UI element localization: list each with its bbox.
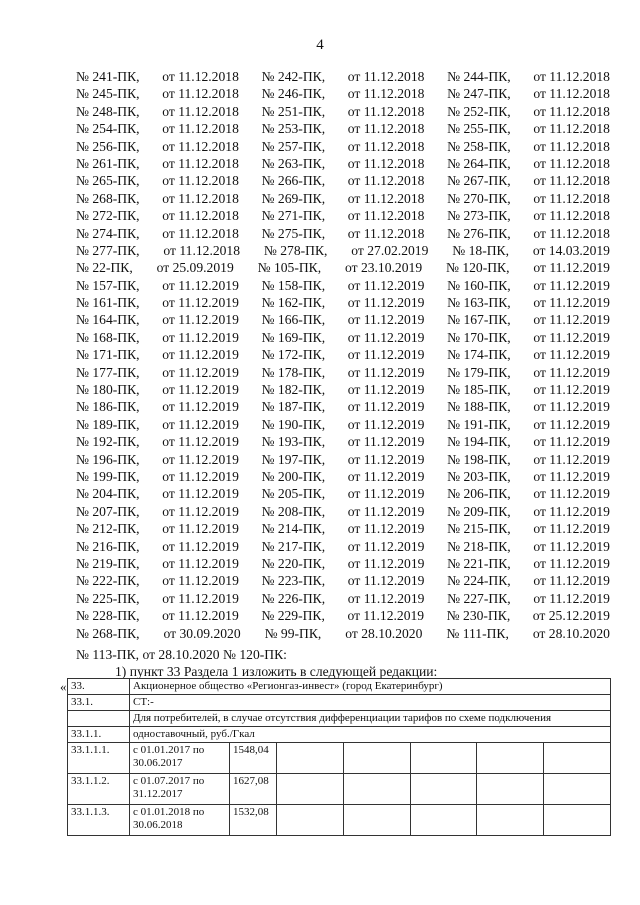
decree-number: № 220-ПК, (261, 555, 326, 571)
decree-number: № 264-ПК, (447, 155, 511, 171)
decree-number: № 277-ПК, (76, 242, 140, 258)
amendment-intro: 1) пункт 33 Раздела 1 изложить в следующей редакции: (115, 664, 438, 679)
decree-number: № 187-ПК, (261, 399, 326, 415)
decree-date: от 11.12.2018 (162, 121, 239, 137)
decree-number: № 199-ПК, (76, 468, 140, 484)
decree-row (76, 190, 610, 207)
decree-number: № 221-ПК, (447, 555, 511, 571)
table-row (68, 805, 611, 836)
decree-number: № 275-ПК, (261, 225, 326, 241)
decree-date: от 11.12.2019 (162, 555, 239, 571)
table-row (68, 695, 611, 711)
decree-date: от 11.12.2019 (162, 416, 239, 432)
decree-date: от 11.12.2019 (347, 295, 425, 311)
decree-date: от 11.12.2019 (162, 364, 239, 380)
decree-number: № 245-ПК, (76, 86, 140, 102)
decree-number: № 167-ПК, (447, 312, 511, 328)
decree-number: № 255-ПК, (447, 121, 511, 137)
tariff-rows (68, 743, 611, 836)
row-number: 33.1.1. (68, 727, 130, 743)
decree-row (76, 311, 610, 328)
decree-number: № 99-ПК, (264, 625, 322, 641)
empty-cell (343, 774, 410, 805)
decree-date: от 11.12.2018 (533, 103, 610, 119)
decree-date: от 28.10.2020 (532, 625, 610, 641)
decree-number: № 194-ПК, (447, 434, 511, 450)
decree-date: от 11.12.2018 (162, 190, 239, 206)
decree-row (76, 155, 610, 172)
decree-number: № 269-ПК, (261, 190, 326, 206)
decree-date: от 11.12.2019 (347, 312, 425, 328)
decree-date: от 11.12.2019 (162, 590, 239, 606)
decree-number: № 212-ПК, (76, 521, 140, 537)
decree-number: № 230-ПК, (446, 608, 511, 624)
decree-row (76, 277, 610, 294)
decree-date: от 11.12.2019 (347, 590, 425, 606)
decree-row (76, 398, 610, 415)
decree-date: от 11.12.2019 (162, 573, 239, 589)
empty-cell (343, 805, 410, 836)
decree-date: от 11.12.2018 (533, 208, 610, 224)
decree-number: № 111-ПК, (446, 625, 509, 641)
decree-number: № 224-ПК, (447, 573, 511, 589)
decree-number: № 274-ПК, (76, 225, 140, 241)
decree-number: № 120-ПК, (445, 260, 510, 276)
tariff-value: 1627,08 (230, 774, 277, 805)
tariff-value: 1532,08 (230, 805, 277, 836)
decree-date: от 11.12.2019 (347, 329, 425, 345)
decree-number: № 169-ПК, (261, 329, 326, 345)
decree-date: от 11.12.2019 (162, 347, 239, 363)
decree-date: от 11.12.2018 (162, 69, 239, 84)
decree-number: № 223-ПК, (261, 573, 326, 589)
decree-row (76, 572, 610, 589)
decree-number: № 218-ПК, (447, 538, 511, 554)
decree-date: от 11.12.2018 (162, 86, 239, 102)
decree-list (76, 68, 610, 642)
decree-number: № 203-ПК, (447, 468, 511, 484)
tariff-value: 1548,04 (230, 743, 277, 774)
table-row (68, 774, 611, 805)
decree-date: от 11.12.2019 (533, 312, 610, 328)
decree-row (76, 381, 610, 398)
decree-date: от 11.12.2019 (347, 399, 425, 415)
decree-date: от 11.12.2019 (347, 573, 425, 589)
decree-date: от 11.12.2019 (533, 329, 610, 345)
decree-row (76, 103, 610, 120)
decree-number: № 263-ПК, (261, 155, 326, 171)
decree-date: от 23.10.2019 (344, 260, 423, 276)
decree-row (76, 607, 610, 624)
decree-date: от 11.12.2019 (347, 538, 425, 554)
decree-date: от 11.12.2018 (347, 103, 425, 119)
decree-number: № 188-ПК, (447, 399, 511, 415)
empty-cell (277, 805, 344, 836)
decree-number: № 247-ПК, (447, 86, 511, 102)
decree-number: № 191-ПК, (447, 416, 511, 432)
empty-cell (477, 774, 544, 805)
decree-date: от 11.12.2019 (162, 468, 239, 484)
decree-date: от 11.12.2019 (347, 486, 425, 502)
decree-date: от 11.12.2018 (533, 225, 610, 241)
decree-number: № 209-ПК, (447, 503, 511, 519)
decree-date: от 25.09.2019 (156, 260, 234, 276)
decree-number: № 246-ПК, (261, 86, 326, 102)
decree-number: № 222-ПК, (76, 573, 140, 589)
decree-row (76, 433, 610, 450)
decree-number: № 206-ПК, (447, 486, 511, 502)
decree-row (76, 485, 610, 502)
decree-date: от 11.12.2019 (162, 277, 239, 293)
decree-date: от 11.12.2019 (347, 364, 425, 380)
decree-number: № 193-ПК, (261, 434, 326, 450)
decree-date: от 11.12.2019 (533, 260, 610, 276)
decree-number: № 242-ПК, (261, 69, 326, 84)
decree-number: № 186-ПК, (76, 399, 140, 415)
period: с 01.01.2017 по 30.06.2017 (130, 743, 230, 774)
empty-cell (477, 743, 544, 774)
decree-number: № 273-ПК, (447, 208, 511, 224)
decree-number: № 168-ПК, (76, 329, 140, 345)
decree-number: № 241-ПК, (76, 69, 140, 84)
empty-cell (544, 743, 611, 774)
decree-number: № 162-ПК, (261, 295, 326, 311)
decree-date: от 11.12.2019 (533, 538, 610, 554)
decree-number: № 219-ПК, (76, 555, 140, 571)
row-number: 33.1. (68, 695, 130, 711)
decree-date: от 14.03.2019 (532, 242, 610, 258)
opening-quote: « (60, 679, 67, 694)
decree-date: от 11.12.2018 (347, 155, 425, 171)
decree-number: № 157-ПК, (76, 277, 140, 293)
decree-number: № 205-ПК, (261, 486, 326, 502)
row-number: 33. (68, 679, 130, 695)
decree-number: № 182-ПК, (261, 382, 326, 398)
decree-row (76, 416, 610, 433)
decree-number: № 192-ПК, (76, 434, 140, 450)
empty-cell (277, 774, 344, 805)
decree-date: от 11.12.2019 (533, 486, 610, 502)
decree-date: от 11.12.2019 (533, 573, 610, 589)
decree-date: от 11.12.2018 (347, 225, 425, 241)
decree-number: № 214-ПК, (261, 521, 326, 537)
decree-date: от 11.12.2019 (162, 399, 239, 415)
decree-date: от 11.12.2019 (533, 364, 610, 380)
decree-date: от 11.12.2019 (533, 555, 610, 571)
decree-row (76, 364, 610, 381)
decree-date: от 11.12.2018 (162, 225, 239, 241)
decree-number: № 251-ПК, (261, 103, 326, 119)
decree-date: от 27.02.2019 (351, 242, 429, 258)
decree-number: № 257-ПК, (261, 138, 326, 154)
decree-date: от 11.12.2019 (347, 503, 425, 519)
row-number: 33.1.1.2. (68, 774, 130, 805)
decree-row (76, 85, 610, 102)
decree-date: от 11.12.2018 (162, 208, 239, 224)
decree-number: № 268-ПК, (76, 625, 140, 641)
empty-cell (410, 805, 477, 836)
decree-date: от 11.12.2019 (162, 312, 239, 328)
decree-date: от 11.12.2019 (347, 277, 425, 293)
row-number: 33.1.1.3. (68, 805, 130, 836)
decree-row (76, 468, 610, 485)
decree-number: № 164-ПК, (76, 312, 140, 328)
decree-date: от 11.12.2019 (347, 347, 425, 363)
decree-number: № 256-ПК, (76, 138, 140, 154)
decree-date: от 11.12.2019 (533, 347, 610, 363)
decree-number: № 185-ПК, (447, 382, 511, 398)
decree-date: от 11.12.2018 (533, 138, 610, 154)
decree-number: № 270-ПК, (447, 190, 511, 206)
decree-number: № 178-ПК, (261, 364, 326, 380)
table-row (68, 679, 611, 695)
decree-number: № 254-ПК, (76, 121, 140, 137)
decree-date: от 11.12.2019 (162, 503, 239, 519)
decree-date: от 11.12.2018 (162, 138, 239, 154)
decree-date: от 11.12.2018 (533, 86, 610, 102)
decree-number: № 253-ПК, (261, 121, 326, 137)
organization-name: Акционерное общество «Регионгаз-инвест» (город Екатеринбург) (130, 679, 611, 695)
decree-date: от 11.12.2019 (162, 382, 239, 398)
empty-cell (277, 743, 344, 774)
decree-date: от 11.12.2019 (347, 416, 425, 432)
decree-row (76, 329, 610, 346)
decree-date: от 11.12.2019 (533, 521, 610, 537)
decree-list-tail: № 113-ПК, от 28.10.2020 № 120-ПК: (76, 647, 287, 662)
decree-number: № 189-ПК, (76, 416, 140, 432)
page-number: 4 (316, 37, 324, 53)
decree-number: № 105-ПК, (257, 260, 322, 276)
decree-number: № 268-ПК, (76, 190, 140, 206)
decree-date: от 11.12.2019 (162, 538, 239, 554)
row-number: 33.1.1.1. (68, 743, 130, 774)
decree-date: от 11.12.2018 (347, 121, 425, 137)
decree-row (76, 520, 610, 537)
decree-date: от 28.10.2020 (345, 625, 423, 641)
decree-row (76, 625, 610, 642)
decree-date: от 11.12.2019 (347, 555, 425, 571)
decree-date: от 11.12.2018 (347, 208, 425, 224)
decree-number: № 265-ПК, (76, 173, 140, 189)
decree-date: от 11.12.2018 (162, 103, 239, 119)
decree-date: от 11.12.2019 (347, 608, 425, 624)
decree-row (76, 68, 610, 85)
decree-number: № 190-ПК, (261, 416, 326, 432)
period: с 01.07.2017 по 31.12.2017 (130, 774, 230, 805)
decree-date: от 11.12.2019 (162, 434, 239, 450)
decree-number: № 216-ПК, (76, 538, 140, 554)
decree-number: № 198-ПК, (447, 451, 511, 467)
decree-date: от 11.12.2018 (347, 69, 425, 84)
decree-date: от 11.12.2019 (162, 329, 239, 345)
decree-number: № 225-ПК, (76, 590, 140, 606)
decree-number: № 227-ПК, (447, 590, 511, 606)
decree-row (76, 451, 610, 468)
decree-date: от 11.12.2019 (533, 382, 610, 398)
decree-number: № 177-ПК, (76, 364, 140, 380)
decree-date: от 11.12.2019 (347, 521, 425, 537)
table-row (68, 727, 611, 743)
decree-row (76, 138, 610, 155)
tariff-table (67, 678, 611, 836)
decree-date: от 11.12.2018 (162, 155, 239, 171)
decree-number: № 217-ПК, (261, 538, 326, 554)
decree-date: от 11.12.2019 (533, 277, 610, 293)
decree-number: № 200-ПК, (261, 468, 326, 484)
decree-number: № 170-ПК, (447, 329, 511, 345)
decree-date: от 11.12.2018 (347, 86, 425, 102)
decree-number: № 258-ПК, (447, 138, 511, 154)
decree-number: № 261-ПК, (76, 155, 140, 171)
decree-number: № 179-ПК, (447, 364, 511, 380)
decree-number: № 171-ПК, (76, 347, 140, 363)
decree-row (76, 242, 610, 259)
empty-cell (410, 774, 477, 805)
decree-date: от 11.12.2018 (533, 155, 610, 171)
decree-row (76, 346, 610, 363)
table-row (68, 711, 611, 727)
decree-date: от 11.12.2019 (533, 434, 610, 450)
decree-date: от 11.12.2019 (347, 468, 425, 484)
decree-date: от 11.12.2019 (533, 590, 610, 606)
decree-date: от 11.12.2018 (347, 190, 425, 206)
system-label: СТ:- (130, 695, 611, 711)
decree-row (76, 172, 610, 189)
decree-number: № 229-ПК, (261, 608, 325, 624)
decree-number: № 196-ПК, (76, 451, 140, 467)
empty-cell (477, 805, 544, 836)
decree-date: от 11.12.2018 (533, 173, 610, 189)
decree-date: от 11.12.2018 (163, 242, 241, 258)
decree-number: № 208-ПК, (261, 503, 326, 519)
decree-number: № 174-ПК, (447, 347, 511, 363)
decree-number: № 197-ПК, (261, 451, 326, 467)
decree-number: № 161-ПК, (76, 295, 140, 311)
decree-date: от 11.12.2018 (533, 69, 610, 84)
decree-number: № 207-ПК, (76, 503, 140, 519)
decree-date: от 11.12.2019 (533, 399, 610, 415)
decree-number: № 271-ПК, (261, 208, 326, 224)
decree-number: № 172-ПК, (261, 347, 326, 363)
decree-number: № 215-ПК, (447, 521, 511, 537)
decree-row (76, 259, 610, 276)
decree-date: от 11.12.2019 (347, 382, 425, 398)
decree-number: № 204-ПК, (76, 486, 140, 502)
decree-number: № 267-ПК, (447, 173, 511, 189)
empty-cell (544, 774, 611, 805)
decree-number: № 22-ПК, (76, 260, 133, 276)
decree-number: № 158-ПК, (261, 277, 326, 293)
decree-date: от 11.12.2019 (162, 451, 239, 467)
decree-number: № 248-ПК, (76, 103, 140, 119)
decree-date: от 11.12.2019 (533, 295, 610, 311)
decree-date: от 11.12.2018 (347, 173, 425, 189)
consumers-description: Для потребителей, в случае отсутствия дифференциации тарифов по схеме подключения (130, 711, 611, 727)
decree-date: от 11.12.2018 (533, 121, 610, 137)
decree-date: от 30.09.2020 (163, 625, 241, 641)
decree-number: № 226-ПК, (261, 590, 326, 606)
decree-row (76, 207, 610, 224)
decree-number: № 272-ПК, (76, 208, 140, 224)
table-row (68, 743, 611, 774)
decree-date: от 11.12.2019 (162, 608, 239, 624)
decree-date: от 11.12.2018 (533, 190, 610, 206)
decree-date: от 11.12.2019 (533, 503, 610, 519)
decree-number: № 278-ПК, (263, 242, 328, 258)
decree-row (76, 225, 610, 242)
decree-number: № 166-ПК, (261, 312, 326, 328)
decree-number: № 160-ПК, (447, 277, 511, 293)
decree-row (76, 590, 610, 607)
empty-cell (343, 743, 410, 774)
decree-date: от 11.12.2019 (162, 295, 239, 311)
tariff-type: одноставочный, руб./Гкал (130, 727, 611, 743)
decree-date: от 11.12.2018 (162, 173, 239, 189)
decree-number: № 228-ПК, (76, 608, 140, 624)
decree-number: № 180-ПК, (76, 382, 140, 398)
decree-number: № 18-ПК, (452, 242, 510, 258)
decree-number: № 163-ПК, (447, 295, 511, 311)
decree-date: от 11.12.2019 (533, 468, 610, 484)
decree-row (76, 120, 610, 137)
decree-number: № 266-ПК, (261, 173, 326, 189)
decree-date: от 11.12.2019 (347, 451, 425, 467)
decree-number: № 252-ПК, (447, 103, 511, 119)
decree-date: от 11.12.2019 (347, 434, 425, 450)
period: с 01.01.2018 по 30.06.2018 (130, 805, 230, 836)
decree-row (76, 538, 610, 555)
empty-cell (410, 743, 477, 774)
empty-cell (544, 805, 611, 836)
decree-date: от 11.12.2019 (162, 486, 239, 502)
decree-row (76, 503, 610, 520)
decree-date: от 11.12.2019 (533, 451, 610, 467)
decree-number: № 244-ПК, (447, 69, 511, 84)
decree-date: от 11.12.2019 (162, 521, 239, 537)
decree-number: № 276-ПК, (447, 225, 511, 241)
decree-date: от 11.12.2018 (347, 138, 425, 154)
decree-date: от 25.12.2019 (532, 608, 610, 624)
decree-row (76, 555, 610, 572)
decree-date: от 11.12.2019 (533, 416, 610, 432)
decree-row (76, 294, 610, 311)
